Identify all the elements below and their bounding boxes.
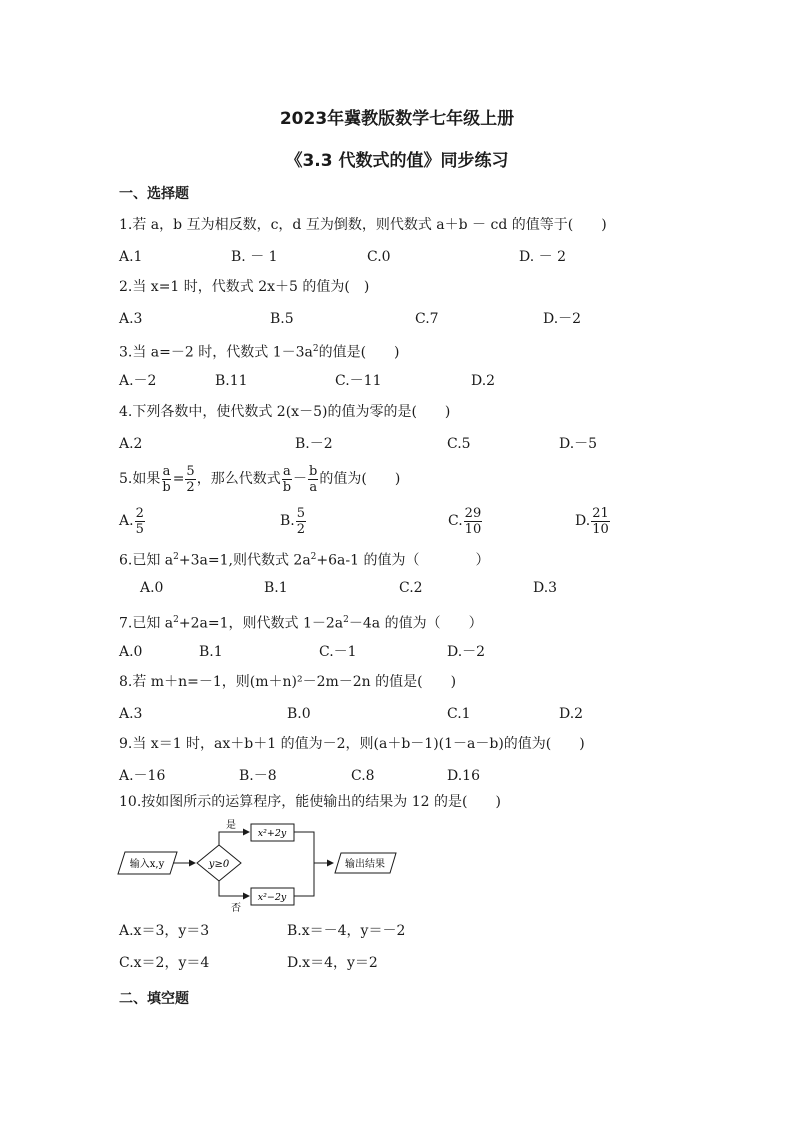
q3-option-d: D.2 [471,373,496,389]
q8-option-b: B.0 [287,706,311,722]
flow-output-label: 输出结果 [345,859,385,870]
q5-frac-5-2: $\frac{5}{2}$ [186,463,195,495]
doc-title: 2023年冀教版数学七年级上册 [279,109,515,129]
q3-option-a: A.－2 [119,373,157,389]
flow-condition-label: y≥0 [208,859,230,870]
q3-option-c: C.－11 [335,373,382,389]
q7-stem: 7.已知 $a^2+2a=1$，则代数式 $1-2a^2-4a$ 的值为（ ） [119,615,483,632]
q7-option-c: C.－1 [319,644,357,660]
q6-option-d: D.3 [533,580,558,596]
q5-option-a: A. $\frac{2}{5}$ [119,505,144,537]
q5-option-b: B. $\frac{5}{2}$ [280,505,306,537]
q2-option-c: C.7 [415,311,439,327]
q5-frac-a-b: $\frac{a}{b}$ [162,463,171,495]
q10-option-c: C.x＝2，y＝4 [119,955,210,971]
section-choice: 一、选择题 [119,186,189,202]
q1-option-c: C.0 [367,249,391,265]
q8-option-d: D.2 [559,706,584,722]
q9-option-b: B.－8 [239,768,277,784]
q4-stem: 4.下列各数中，使代数式 2(x－5)的值为零的是( ) [119,404,451,420]
flow-input-label: 输入x,y [129,859,165,870]
flow-bottom-expr: x²−2y [257,892,287,903]
q9-stem: 9.当 x＝1 时，ax＋b＋1 的值为－2，则(a＋b－1)(1－a－b)的值为( ) [119,736,585,752]
q2-option-b: B.5 [270,311,294,327]
q4-option-c: C.5 [447,436,471,452]
q4-option-a: A.2 [119,436,143,452]
q7-option-a: A.0 [119,644,143,660]
flow-no-label: 否 [231,903,241,914]
q6-stem: 6.已知 $a^2+3a=1$,则代数式 $2a^2+6a-1$ 的值为（ ） [119,552,490,569]
q1-option-d: D. － 2 [519,249,566,265]
q4-option-d: D.－5 [559,436,598,452]
q5-frac-b-over-a: $\frac{b}{a}$ [309,463,318,495]
q4-option-b: B.－2 [295,436,333,452]
flow-top-expr: x²+2y [257,828,287,839]
section-fill-blank: 二、填空题 [119,991,189,1007]
q9-option-d: D.16 [447,768,480,784]
q3-option-b: B.11 [215,373,248,389]
flowchart-diagram [115,815,405,915]
q9-option-c: C.8 [351,768,375,784]
q9-option-a: A.－16 [119,768,166,784]
q10-option-a: A.x＝3，y＝3 [119,923,210,939]
q10-option-d: D.x＝4，y＝2 [287,955,378,971]
doc-subtitle: 《3.3 代数式的值》同步练习 [285,151,509,171]
q3-stem: 3.当 a=－2 时，代数式 $1-3a^2$的值是( ) [119,344,400,361]
q5-option-c: C. $\frac{29}{10}$ [448,505,482,537]
q5-frac-a-over-b: $\frac{a}{b}$ [282,463,292,495]
q2-option-d: D.－2 [543,311,582,327]
q5-option-d: D. $\frac{21}{10}$ [575,505,609,537]
flow-yes-label: 是 [226,820,236,831]
q8-option-a: A.3 [119,706,143,722]
q10-option-b: B.x＝－4，y＝－2 [287,923,406,939]
q5-stem: 5.如果 $\frac{a}{b}$ = $\frac{5}{2}$ ，那么代数式 $\frac{a}{b}$ － $\frac{b}{a}$ 的值为( ) [119,463,401,495]
q1-option-a: A.1 [119,249,143,265]
q1-stem: 1.若 a，b 互为相反数，c，d 互为倒数，则代数式 a＋b － cd 的值等于( ) [119,217,607,233]
q7-option-b: B.1 [199,644,223,660]
q8-option-c: C.1 [447,706,471,722]
q2-stem: 2.当 x=1 时，代数式 2x＋5 的值为( ) [119,279,370,295]
q6-option-a: A.0 [140,580,164,596]
q6-option-b: B.1 [264,580,288,596]
q1-option-b: B. － 1 [231,249,278,265]
q8-stem: 8.若 m＋n=－1，则(m＋n)²－2m－2n 的值是( ) [119,674,457,690]
q7-option-d: D.－2 [447,644,486,660]
q10-stem: 10.按如图所示的运算程序，能使输出的结果为 12 的是( ) [119,794,501,810]
q2-option-a: A.3 [119,311,143,327]
q6-option-c: C.2 [399,580,423,596]
